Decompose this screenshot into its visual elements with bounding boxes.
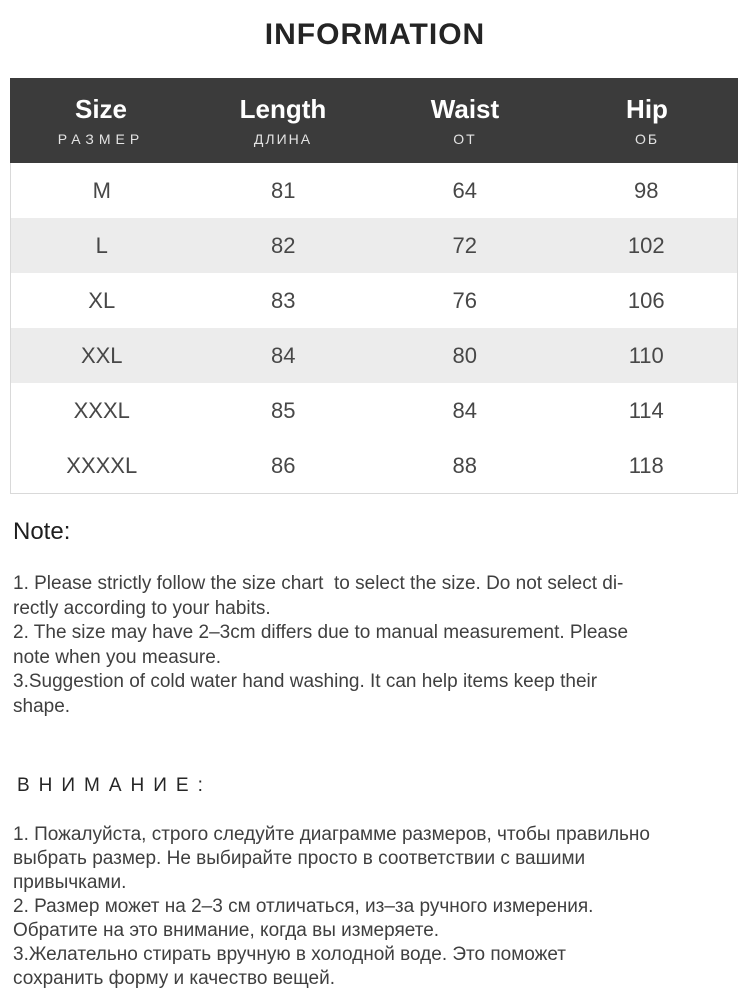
- cell-length: 85: [271, 397, 296, 423]
- cell-size: M: [92, 177, 111, 203]
- attention-line: выбрать размер. Не выбирайте просто в соответствии с вашими: [13, 848, 586, 869]
- cell-hip: 106: [627, 287, 665, 313]
- table-row: [11, 383, 737, 438]
- cell-size: L: [95, 232, 108, 258]
- cell-hip: 114: [628, 397, 664, 423]
- note-paragraph: [13, 572, 737, 719]
- column-header-length: [192, 78, 374, 163]
- table-row: [11, 218, 737, 273]
- column-label-ru: ОТ: [453, 131, 477, 147]
- cell-waist: 72: [452, 232, 477, 258]
- note-line: shape.: [13, 695, 71, 717]
- column-label-en: Size: [74, 94, 128, 124]
- cell-size: XXL: [80, 342, 123, 368]
- column-header-waist: [374, 78, 556, 163]
- cell-size: XXXXL: [66, 452, 138, 478]
- column-label-en: Hip: [626, 94, 668, 124]
- attention-paragraph: [13, 823, 737, 991]
- table-row: [11, 163, 737, 218]
- cell-length: 82: [271, 232, 296, 258]
- note-line: 3.Suggestion of cold water hand washing. It can help items keep their: [13, 671, 598, 692]
- cell-hip: 118: [628, 452, 664, 478]
- table-row: [11, 273, 737, 328]
- column-label-ru: ОБ: [634, 131, 660, 147]
- cell-length: 84: [271, 342, 296, 368]
- column-label-ru: РАЗМЕР: [57, 131, 145, 147]
- cell-waist: 64: [452, 177, 477, 203]
- column-label-ru: ДЛИНА: [253, 131, 313, 147]
- note-heading: Note:: [13, 518, 71, 545]
- cell-hip: 110: [628, 342, 664, 368]
- cell-hip: 102: [627, 232, 665, 258]
- table-row: [11, 438, 737, 493]
- attention-line: Обратите на это внимание, когда вы измеряете.: [13, 920, 440, 941]
- cell-waist: 84: [452, 397, 477, 423]
- cell-waist: 80: [452, 342, 477, 368]
- column-header-hip: [556, 78, 738, 163]
- cell-size: XXXL: [73, 397, 130, 423]
- cell-waist: 76: [452, 287, 477, 313]
- note-line: note when you measure.: [13, 646, 222, 668]
- column-label-en: Length: [239, 94, 327, 124]
- cell-size: XL: [88, 287, 116, 313]
- note-line: 2. The size may have 2–3cm differs due to manual measurement. Please: [13, 622, 629, 643]
- size-table-header: [10, 78, 738, 163]
- attention-heading: ВНИМАНИЕ:: [17, 775, 212, 796]
- cell-length: 86: [271, 452, 296, 478]
- cell-waist: 88: [452, 452, 477, 478]
- note-line: 1. Please strictly follow the size chart to select the size. Do not select di-: [13, 573, 624, 594]
- note-line: rectly according to your habits.: [13, 597, 271, 619]
- cell-hip: 98: [634, 177, 659, 203]
- column-header-size: [10, 78, 192, 163]
- cell-length: 81: [271, 177, 296, 203]
- attention-line: привычками.: [13, 872, 127, 893]
- attention-line: сохранить форму и качество вещей.: [13, 968, 335, 989]
- column-label-en: Waist: [430, 94, 500, 124]
- attention-line: 2. Размер может на 2–3 см отличаться, из–за ручного измерения.: [13, 896, 594, 917]
- page-title: INFORMATION: [264, 18, 486, 51]
- attention-line: 1. Пожалуйста, строго следуйте диаграмме размеров, чтобы правильно: [13, 824, 650, 845]
- size-table: [10, 78, 738, 494]
- table-row: [11, 328, 737, 383]
- cell-length: 83: [271, 287, 296, 313]
- attention-line: 3.Желательно стирать вручную в холодной воде. Это поможет: [13, 944, 567, 965]
